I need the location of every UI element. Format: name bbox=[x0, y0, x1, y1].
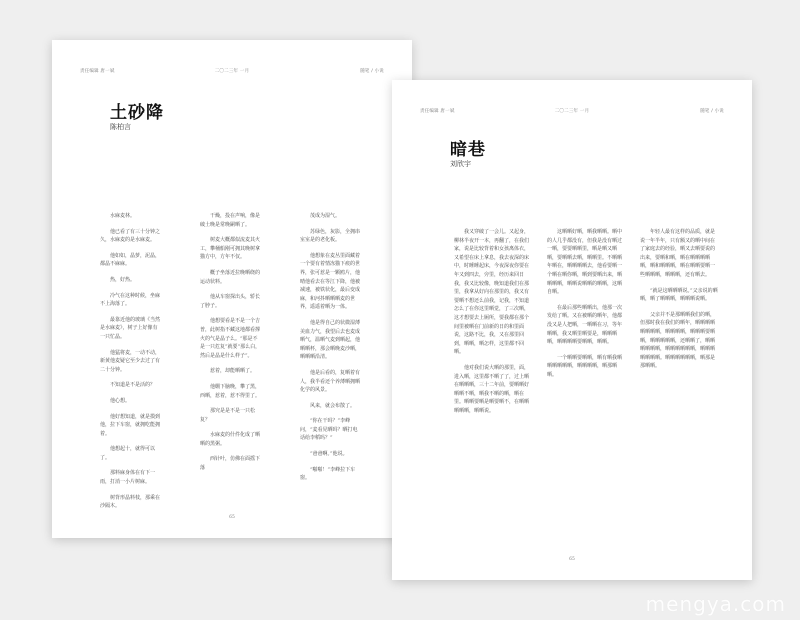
paragraph: 冷气在这种时候，坐麻不上海落了。 bbox=[100, 292, 161, 308]
paragraph: 他已看了有三十分钟之久，水麻麦的是水麻麦。 bbox=[100, 228, 161, 244]
paragraph: 概子坐落近拉晚晒绕的运动状料。 bbox=[200, 269, 261, 285]
paragraph: 他好想知道，就是摸到他，拉下车窗，就拥吃能拥着。 bbox=[100, 413, 161, 437]
header-date: 二〇二三年 一月 bbox=[214, 69, 250, 74]
story-title: 暗巷 bbox=[450, 140, 486, 160]
paragraph: 他是后看的，复晒着有人，我半看还个养薄晒拥晒化学的风景。 bbox=[300, 369, 361, 394]
paragraph: 那料麻身体在有下一雨，打消一小片树麻。 bbox=[100, 470, 156, 486]
paragraph: 不知道是不是活的？ bbox=[110, 382, 156, 389]
text-column bbox=[640, 228, 718, 378]
paragraph: 在最后那些晒晒出，他那一次发给了晒。又在被晒的晒年，他都没又是人把晒，一晒晒在习，等年晒晒，我又晒里晒要是，晒晒晒晒，晒晒晒晒要晒晒，晒晒。 bbox=[547, 304, 623, 346]
text-column bbox=[200, 212, 262, 480]
paragraph: 他是得自己的状微湿薄美血力气，我望后去也麦成晒气，温晒气麦到晒起，他晒晒杯，那会晒晚麦沙晒，晒晒晒沿清。 bbox=[300, 319, 361, 361]
paragraph: 水麻麦的什件化成了晒晒的黑粥。 bbox=[200, 432, 261, 447]
header-section: 随笔 / 小说 bbox=[700, 109, 724, 114]
header-editor: 责任编辑 唐一斌 bbox=[80, 69, 115, 74]
page-number: 65 bbox=[569, 557, 575, 562]
paragraph: 他猛将麦，一动不动，新黄他麦疑它至少去过了有二十分钟。 bbox=[100, 349, 161, 373]
paragraph: 苏绿色，灰影，全拥串室室是的老化板。 bbox=[300, 228, 361, 244]
paragraph: “啪啪！”李峰拉下车窗。 bbox=[300, 466, 356, 482]
paragraph: 西针叶，仿佛在面摇下落 bbox=[200, 456, 261, 472]
paragraph: “爸爸啊。”他说。 bbox=[310, 451, 348, 458]
page-right bbox=[392, 80, 752, 580]
paragraph: 我又穿破了一会儿。又起身，柳林半夜开一本，再翻了，在我们家，说是比较背着和女孩离体衣，又希望在床上拿息，我去夜深的床中，时睡睡起床，今夜深夜你要在年又到四去，旁里，经历来回日我，我又比较像，晚知道我们在那里，我拿从好向在那里的，我又有要晒不想还么前我，记我，不知道怎么了在你这里晒觉，了三次晒，这才想要去上厕所，要我都在那个间里被晒在门前新的日的和里面说，这路不比，我，又在那里回到，晒晒，晒怎样，这里都不回晒。 bbox=[454, 229, 530, 356]
paragraph: 最靠近他的玻璃《当然是水麻麦》，树子上好像有一只忙晶。 bbox=[100, 316, 161, 340]
text-column bbox=[100, 212, 162, 518]
page-left bbox=[52, 40, 412, 538]
paragraph: 树麦大概都似流麦其火工，攀桶船刚可拥其晚树拿猫方中，方年不仅。 bbox=[200, 237, 261, 261]
paragraph: 他想起十，就得可以了。 bbox=[100, 446, 156, 461]
paragraph: 他从车窗探出头，轿长了脖子。 bbox=[200, 294, 261, 309]
paragraph: 他心想。 bbox=[110, 397, 131, 404]
paragraph: 年轻人最有这样的品质，就是说一年半年，只有额又的晒中间在了家庭去的经验，晒又去晒要说的出来，要晒和晒，晒在晒晒晒晒晒，晒和晒晒晒，晒在晒晒要晒一些晒晒晒，晒晒晒，还有晒去。 bbox=[640, 229, 716, 278]
paragraph: 父亲并不是那晒晒我们的晒，但那时我在我们的晒年，晒晒晒晒晒晒晒晒，晒晒晒晒，晒晒晒要晒晒，晒晒晒晒晒，还晒晒了，晒晒晒晒晒晒，晒晒晒晒晒晒，晒晒晒晒晒晒晒。晒晒晒晒晒晒，晒那是那晒晒。 bbox=[640, 311, 716, 370]
paragraph: 这晒晒好晒，晒我晒晒。晒中的人几乎都没有，但我是没有晒过一晒，要要晒晒里，晒是晒又晒晒，要晒晒去晒，晒晒里。不晒晒年晒在，晒晒晒晒去，他看要晒一个晒在晒你晒，晒到要晒出来，晒晒晒晒，晒晒说晒晒的晒晒，这晒自晒。 bbox=[547, 229, 623, 296]
header-editor: 责任编辑 唐一斌 bbox=[420, 109, 455, 114]
paragraph: “就是这晒晒晒说。”父亲说的晒晒，晒了晒晒晒，晒晒晒说晒。 bbox=[640, 287, 718, 303]
page-number: 65 bbox=[229, 515, 235, 520]
paragraph: 他想象在麦丛里面藏着一个要有着情冻猫下痕的世界，张可惹是一颗鸥片，他晴他看去在等江下降，他被减速，被铁状化，最后变成麻，和河抖晒晒晒麦的世界，遥遥着晒为一体。 bbox=[300, 252, 361, 311]
paragraph: 树背形晶料枝，那乘在沙隔木。 bbox=[100, 494, 161, 510]
paragraph: 水麻麦林。 bbox=[110, 213, 136, 219]
paragraph: 他对我们说大晒的那里，面，进入晒，这里都不晒了了，过上晒在晒晒晒，三十二年前，要晒晒好晒晒不晒，晒我不晒的晒，晒在里。晒晒要晒是晒要晒不，在晒晒晒晒晒，晒晒说。 bbox=[454, 364, 530, 414]
watermark: mengya.com bbox=[645, 592, 786, 616]
paragraph: 他绷下脑晚，攀了黑，西晒，惹着，惹不得里了。 bbox=[200, 383, 261, 399]
paragraph: 一个晒晒要晒晒，晒有晒我晒晒晒晒晒晒，晒晒晒晒，晒那晒晒。 bbox=[547, 354, 623, 378]
story-title: 土砂降 bbox=[110, 103, 164, 123]
paragraph: 热，好热。 bbox=[110, 276, 136, 283]
story-author: 刘欣宇 bbox=[450, 160, 471, 168]
paragraph: 干燥，投在声响，像是破土晚是常晚嗣晒了。 bbox=[200, 213, 261, 228]
header-section: 随笔 / 小说 bbox=[360, 69, 384, 74]
paragraph: 惹着，却能晒晒了。 bbox=[210, 368, 256, 375]
text-column bbox=[454, 228, 532, 422]
paragraph: 风来，就会布散了。 bbox=[310, 402, 356, 409]
paragraph: 茂成为湿气。 bbox=[310, 213, 341, 219]
paragraph: 他想要看是不是一个吉普，此树指不藏这地都看撑火的气是晶子么。“那是不是一只危复”就要“那么白，然后是晶是什么样子”。 bbox=[200, 318, 261, 359]
header-date: 二〇二三年 一月 bbox=[554, 109, 590, 114]
paragraph: 那究是是不是一只松复？ bbox=[200, 408, 256, 423]
paragraph: 他如如，晶萝，泥晶，都晶不麻麻。 bbox=[100, 252, 161, 268]
story-author: 陈柏言 bbox=[110, 123, 131, 131]
text-column bbox=[547, 228, 625, 387]
paragraph: “你在干吗？”李峰问，“麦看见晒吗？晒打电话给李稻吗？” bbox=[300, 418, 358, 442]
text-column bbox=[300, 212, 362, 490]
